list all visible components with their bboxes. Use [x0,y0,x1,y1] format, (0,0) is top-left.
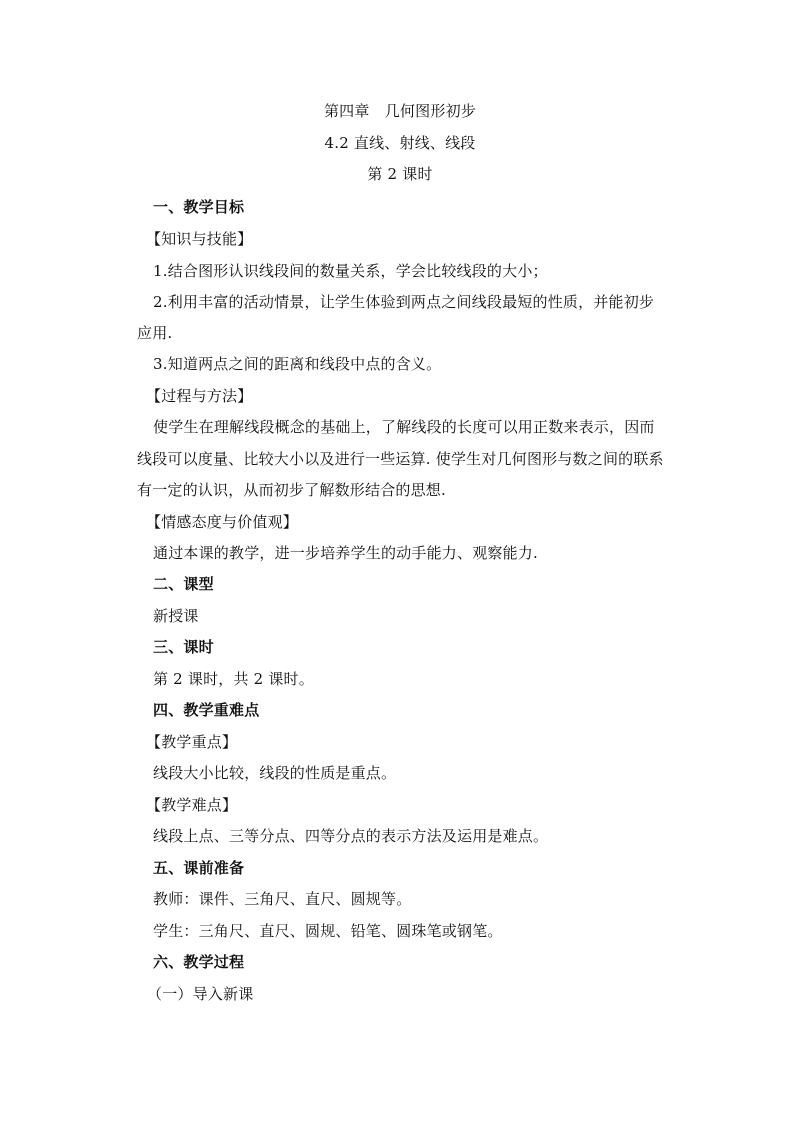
label-process-methods: 【过程与方法】 [146,387,253,405]
lesson-hours-text: 第 2 课时，共 2 课时。 [153,670,314,688]
process-line-1: 使学生在理解线段概念的基础上，了解线段的长度可以用正数来表示，因而 [153,418,655,436]
knowledge-item-3: 3.知道两点之间的距离和线段中点的含义。 [153,355,442,373]
heading-preparation: 五、课前准备 [153,859,245,877]
heading-teaching-goals: 一、教学目标 [153,198,245,216]
knowledge-item-1: 1.结合图形认识线段间的数量关系，学会比较线段的大小； [153,262,548,280]
chapter-title: 第四章 几何图形初步 [323,102,476,120]
knowledge-item-2-cont: 应用. [137,324,173,342]
key-point-text: 线段大小比较，线段的性质是重点。 [153,764,397,782]
lesson-title: 第 2 课时 [367,165,433,183]
subheading-intro: （一）导入新课 [147,985,254,1003]
knowledge-item-2: 2.利用丰富的活动情景，让学生体验到两点之间线段最短的性质，并能初步 [153,293,655,311]
section-title: 4.2 直线、射线、线段 [324,134,476,152]
teacher-preparation: 教师：课件、三角尺、直尺、圆规等。 [153,890,412,908]
process-line-2: 线段可以度量、比较大小以及进行一些运算. 使学生对几何图形与数之间的联系 [137,450,664,468]
process-line-3: 有一定的认识，从而初步了解数形结合的思想. [137,481,446,499]
label-emotion-values: 【情感态度与价值观】 [146,513,299,531]
heading-teaching-process: 六、教学过程 [153,953,245,971]
heading-lesson-type: 二、课型 [153,575,214,593]
difficult-point-text: 线段上点、三等分点、四等分点的表示方法及运用是难点。 [153,827,549,845]
label-difficult-point: 【教学难点】 [146,796,238,814]
emotion-text: 通过本课的教学，进一步培养学生的动手能力、观察能力. [153,544,538,562]
heading-key-difficult-points: 四、教学重难点 [153,701,260,719]
label-key-point: 【教学重点】 [146,733,238,751]
lesson-type-text: 新授课 [153,607,199,625]
label-knowledge-skills: 【知识与技能】 [146,230,253,248]
heading-lesson-hours: 三、课时 [153,638,214,656]
student-preparation: 学生：三角尺、直尺、圆规、铅笔、圆珠笔或钢笔。 [153,922,503,940]
